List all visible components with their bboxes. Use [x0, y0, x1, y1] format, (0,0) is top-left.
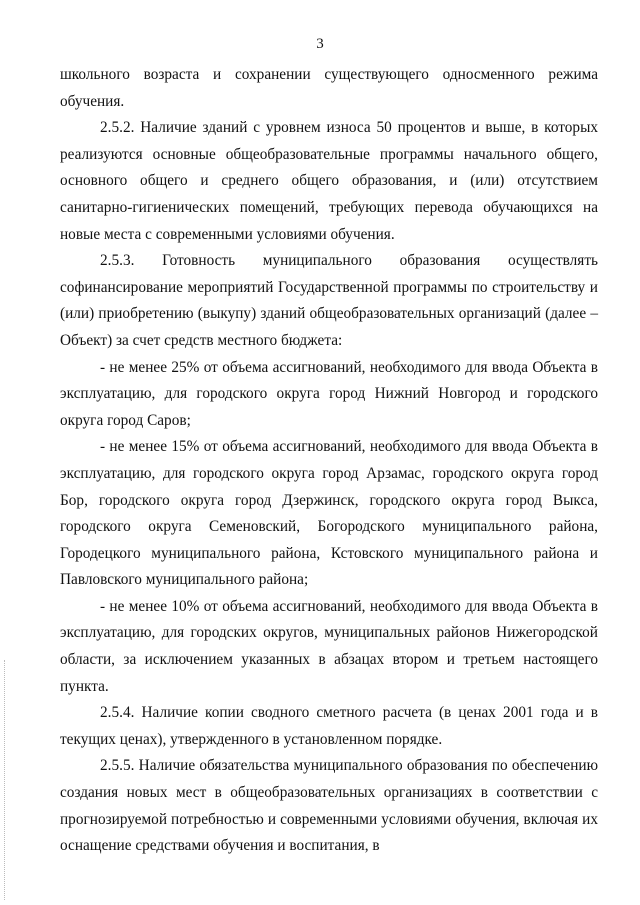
document-body — [60, 62, 598, 860]
page-number: 3 — [316, 36, 324, 52]
paragraph-2-5-2: 2.5.2. Наличие зданий с уровнем износа 50 процентов и выше, в которых реализуются основные общеобразовательные программы начального общего, основного общего и среднего общего образования, и (или) отсутствием санитарно-гигиенических помещений, требующих перевода обучающихся на новые места с современными условиями обучения. — [60, 119, 598, 243]
paragraph-item-15-percent: - не менее 15% от объема ассигнований, необходимого для ввода Объекта в эксплуатацию, для городского округа город Арзамас, городского округа город Бор, городского округа город Дзержинск, городского округа город Выкса, городского округа Семеновский, Богородского муниципального района, Городецкого муниципального района, Кстовского муниципального района и Павловского муниципального района; — [60, 438, 598, 589]
paragraph-2-5-3: 2.5.3. Готовность муниципального образования осуществлять софинансирование мероприятий Государственной программы по строительству и (или) приобретению (выкупу) зданий общеобразовательных организаций (далее – Объект) за счет средств местного бюджета: — [60, 252, 598, 349]
paragraph-2-5-4: 2.5.4. Наличие копии сводного сметного расчета (в ценах 2001 года и в текущих ценах), утвержденного в установленном порядке. — [60, 704, 598, 748]
scan-margin-mark — [4, 660, 7, 900]
paragraph-item-25-percent: - не менее 25% от объема ассигнований, необходимого для ввода Объекта в эксплуатацию, для городского округа город Нижний Новгород и городского округа город Саров; — [60, 358, 598, 429]
paragraph-2-5-5: 2.5.5. Наличие обязательства муниципального образования по обеспечению создания новых мест в общеобразовательных организациях в соответствии с прогнозируемой потребностью и современными условиями обучения, включая их оснащение средствами обучения и воспитания, в — [60, 757, 598, 855]
paragraph-item-10-percent: - не менее 10% от объема ассигнований, необходимого для ввода Объекта в эксплуатацию, для городских округов, муниципальных районов Нижегородской области, за исключением указанных в абзацах втором и третьем настоящего пункта. — [60, 597, 598, 695]
paragraph-continuation: школьного возраста и сохранении существующего односменного режима обучения. — [60, 66, 598, 110]
